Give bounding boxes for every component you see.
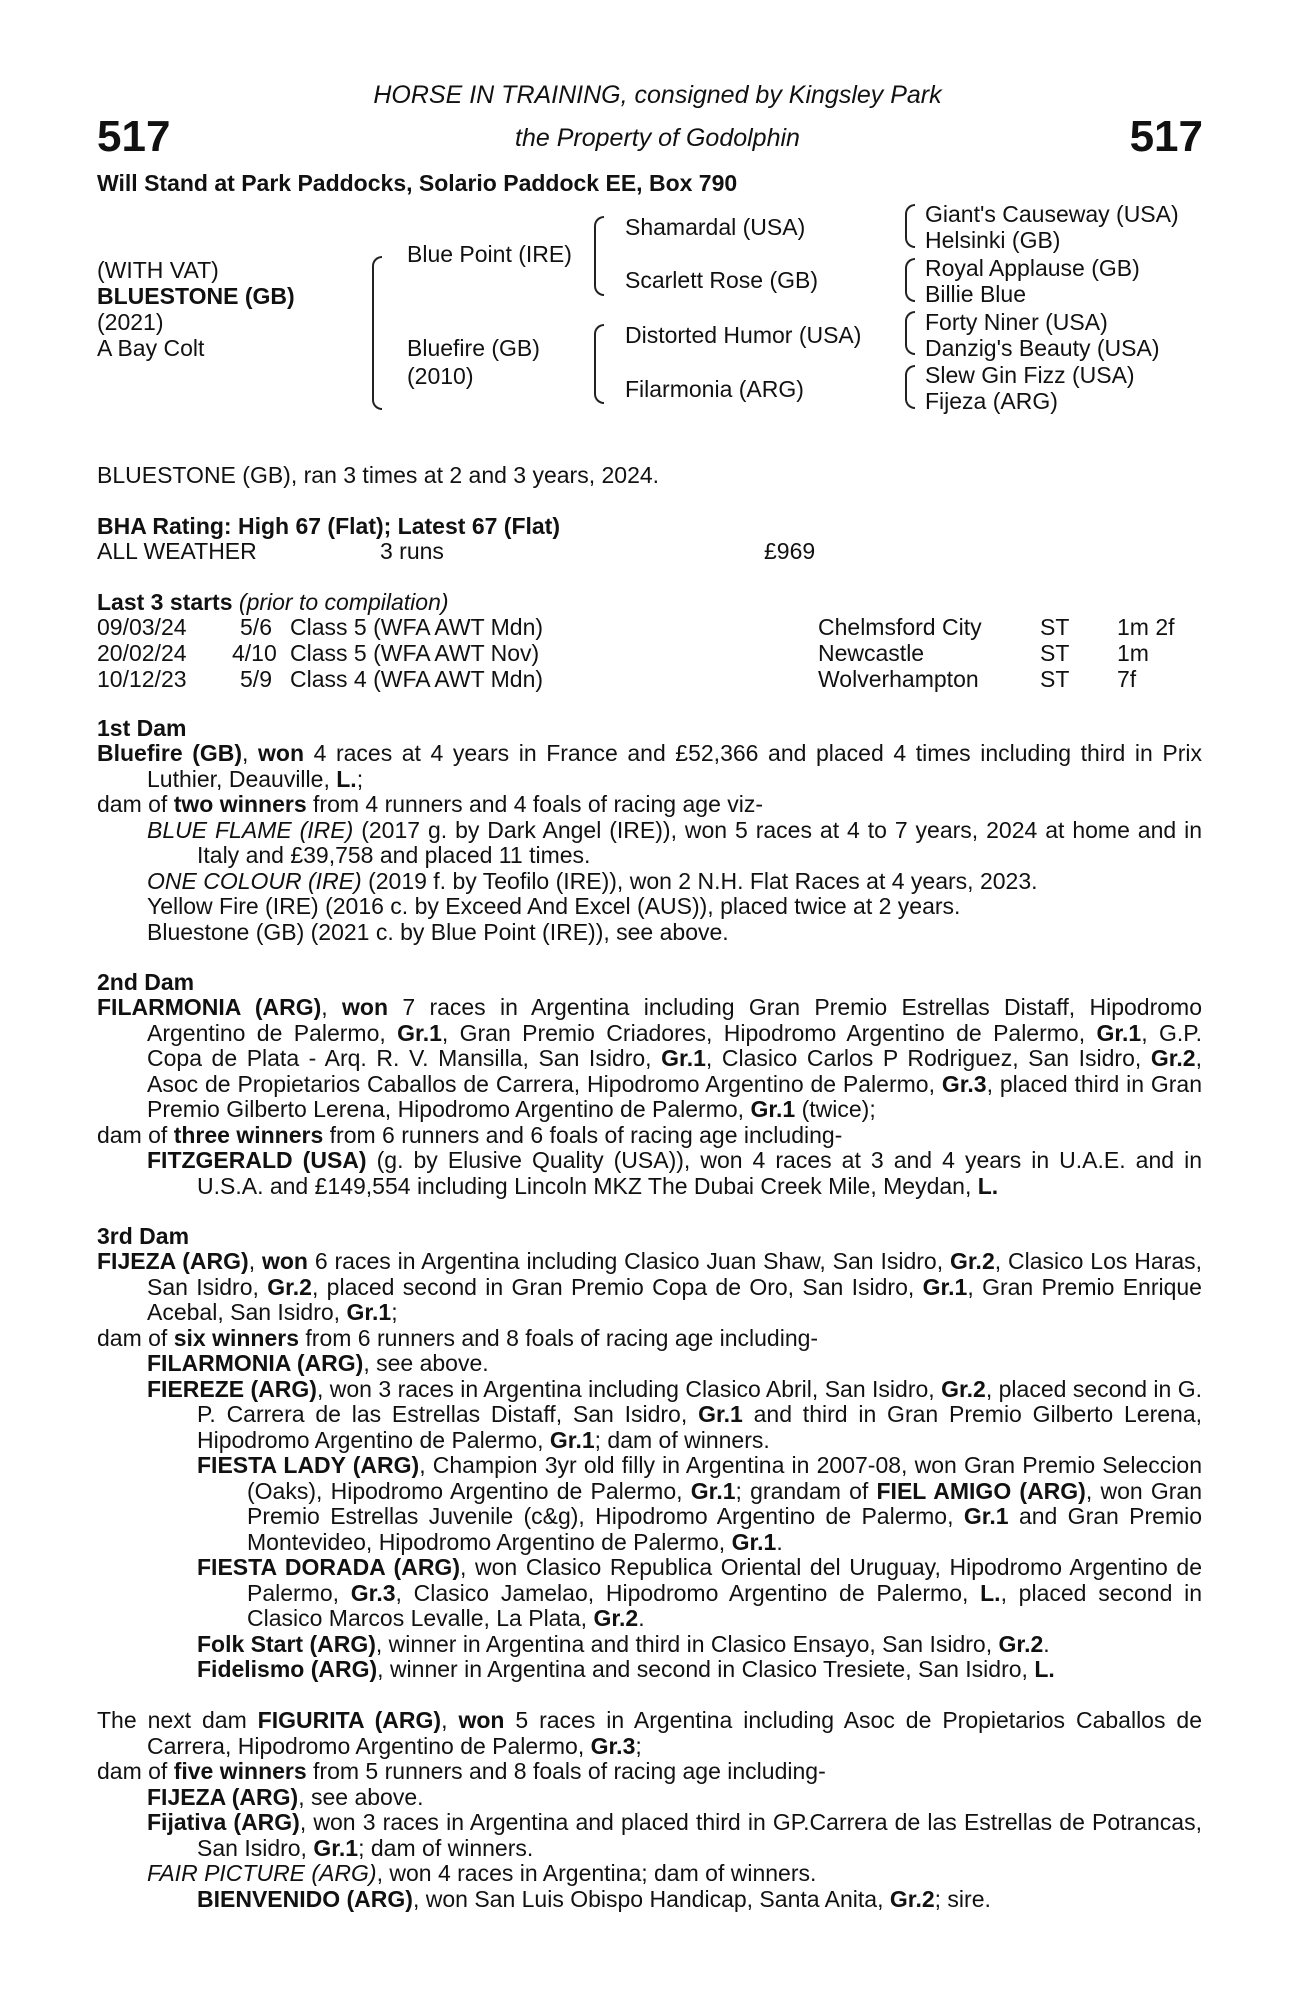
text-segment: , Clasico Jamelao, Hipodromo Argentino de Palermo, — [395, 1579, 981, 1606]
text-segment: ; — [356, 765, 364, 792]
text-segment: Gr.1 — [661, 1045, 706, 1071]
text-segment: and third in Gran Premio Gilberto Lerena, Hipodromo Argentino de Palermo, — [197, 1401, 1202, 1453]
text-segment: Gr.2 — [1150, 1045, 1196, 1071]
dam1-line4 — [97, 869, 1202, 895]
pedigree-g-dss: Forty Niner (USA) — [925, 309, 1108, 335]
text-segment: Bluefire (GB) — [97, 740, 243, 766]
text-segment: Gr.1 — [346, 1299, 392, 1325]
text-segment: (2019 f. by Teofilo (IRE)), won 2 N.H. Flat Races at 4 years, 2023. — [361, 867, 1038, 894]
third-dam-section — [97, 1249, 1202, 1683]
text-segment: Fijativa (ARG) — [147, 1809, 300, 1835]
pedigree-dam-dam: Filarmonia (ARG) — [625, 376, 804, 402]
dam1-line2 — [97, 792, 1202, 818]
dam2-line3 — [97, 1148, 1202, 1199]
pedigree-dam-sire: Distorted Humor (USA) — [625, 322, 862, 348]
pedigree-sire: Blue Point (IRE) — [407, 241, 572, 267]
start-race: Class 4 (WFA AWT Mdn) — [290, 666, 544, 692]
start-dist: 7f — [1117, 666, 1137, 692]
text-segment: Gr.1 — [750, 1096, 796, 1122]
pedigree-g-sss: Giant's Causeway (USA) — [925, 201, 1179, 227]
text-segment: (twice); — [795, 1096, 876, 1122]
text-segment: 7 races in Argentina including Gran Premio Estrellas Distaff, Hipodromo Argentino de Palermo, — [147, 994, 1202, 1046]
text-segment: from 6 runners and 6 foals of racing age including- — [323, 1121, 843, 1148]
text-segment: , placed third in Gran Premio Gilberto Lerena, Hipodromo Argentino de Palermo, — [147, 1070, 1202, 1122]
text-segment: six winners — [173, 1324, 299, 1351]
text-segment: Gr.1 — [690, 1477, 736, 1504]
header-consignor: HORSE IN TRAINING, consigned by Kingsley Park — [373, 81, 942, 109]
dam1-line5: Yellow Fire (IRE) (2016 c. by Exceed And Excel (AUS)), placed twice at 2 years. — [147, 893, 961, 919]
nextdam-line4 — [97, 1810, 1202, 1861]
text-segment: FIJEZA (ARG) — [147, 1783, 299, 1810]
text-segment: from 5 runners and 8 foals of racing age including- — [306, 1758, 826, 1784]
pedigree-g-dds: Slew Gin Fizz (USA) — [925, 362, 1135, 388]
last-starts-note: (prior to compilation) — [238, 589, 449, 615]
text-segment: 4 races at 4 years in France and £52,366 and placed 4 times including third in Prix Luthier, Deauville, — [147, 740, 1202, 792]
stand-location: Will Stand at Park Paddocks, Solario Paddock EE, Box 790 — [97, 170, 738, 196]
race-summary: BLUESTONE (GB), ran 3 times at 2 and 3 years, 2024. — [97, 462, 660, 488]
pedigree-g-dsd: Danzig's Beauty (USA) — [925, 335, 1160, 361]
nextdam-line2 — [97, 1759, 1202, 1785]
start-course: Newcastle — [818, 640, 925, 666]
start-dist: 1m 2f — [1117, 614, 1175, 640]
lot-number-right: 517 — [1129, 112, 1203, 161]
dam3-line8 — [97, 1657, 1202, 1683]
bha-rating: BHA Rating: High 67 (Flat); Latest 67 (Flat) — [97, 513, 560, 539]
text-segment: , winner in Argentina and third in Clasico Ensayo, San Isidro, — [375, 1630, 999, 1657]
rating-earnings: £969 — [764, 538, 816, 564]
pedigree-brace-sire — [594, 216, 604, 296]
text-segment: Gr.1 — [922, 1273, 968, 1300]
dam1-line6: Bluestone (GB) (2021 c. by Blue Point (IRE)), see above. — [147, 918, 729, 945]
start-race: Class 5 (WFA AWT Nov) — [290, 640, 540, 666]
pedigree-g-ddd: Fijeza (ARG) — [925, 388, 1058, 414]
dam1-line3 — [97, 818, 1202, 869]
text-segment: , placed second in Clasico Marcos Levalle, La Plata, — [247, 1579, 1202, 1631]
dam2-line1 — [97, 995, 1202, 1123]
text-segment: FILARMONIA (ARG) — [97, 994, 322, 1020]
text-segment: L. — [336, 765, 357, 792]
pedigree-g-sds: Royal Applause (GB) — [925, 255, 1140, 281]
text-segment: , won Clasico Republica Oriental del Uruguay, Hipodromo Argentino de Palermo, — [247, 1554, 1202, 1606]
text-segment: FILARMONIA (ARG) — [147, 1350, 364, 1376]
dam3-line7 — [97, 1632, 1202, 1658]
text-segment: Gr.1 — [1096, 1019, 1142, 1046]
dam2-line2 — [97, 1123, 1202, 1149]
second-dam-section — [97, 995, 1202, 1199]
text-segment: , G.P. Copa de Plata - Arq. R. V. Mansilla, San Isidro, — [147, 1019, 1203, 1071]
text-segment: , winner in Argentina and second in Clasico Tresiete, San Isidro, — [377, 1656, 1035, 1682]
dam3-line4 — [97, 1377, 1202, 1454]
pedigree-brace-dam — [594, 324, 604, 404]
text-segment: FAIR PICTURE (ARG) — [147, 1860, 377, 1886]
text-segment: L. — [980, 1579, 1001, 1606]
text-segment: FIESTA DORADA (ARG) — [197, 1554, 460, 1580]
text-segment: , won Gran Premio Estrellas Juvenile (c&g), Hipodromo Argentino de Palermo, — [247, 1477, 1202, 1529]
dam3-line1 — [97, 1249, 1202, 1326]
text-segment: , won 3 races in Argentina including Clasico Abril, San Isidro, — [316, 1375, 942, 1402]
start-pos: 4/10 — [232, 640, 277, 666]
vat-note: (WITH VAT) — [97, 257, 219, 283]
pedigree-brace-dd — [905, 365, 915, 409]
lot-number-left: 517 — [97, 112, 171, 161]
text-segment: , Asoc de Propietarios Caballos de Carrera, Hipodromo Argentino de Palermo, — [147, 1045, 1202, 1097]
text-segment: ; grandam of — [735, 1477, 877, 1504]
text-segment: Folk Start (ARG) — [197, 1630, 376, 1657]
nextdam-line3 — [97, 1785, 1202, 1811]
nextdam-line6 — [97, 1887, 1202, 1913]
text-segment: and Gran Premio Montevideo, Hipodromo Argentino de Palermo, — [247, 1503, 1203, 1555]
pedigree-dam-year: (2010) — [407, 363, 474, 389]
second-dam-title: 2nd Dam — [97, 969, 195, 995]
text-segment: , won San Luis Obispo Handicap, Santa Anita, — [412, 1885, 890, 1912]
text-segment: Gr.2 — [889, 1885, 935, 1912]
last-starts-heading — [97, 590, 449, 615]
dam3-line2 — [97, 1326, 1202, 1352]
text-segment: L. — [1034, 1656, 1055, 1682]
text-segment: FITZGERALD (USA) — [147, 1147, 367, 1173]
text-segment: FIJEZA (ARG) — [97, 1248, 249, 1274]
pedigree-brace-ss — [905, 204, 915, 248]
text-segment: , placed second in G. P. Carrera de las Estrellas Distaff, San Isidro, — [197, 1375, 1202, 1427]
text-segment: , Gran Premio Criadores, Hipodromo Argentino de Palermo, — [441, 1019, 1097, 1046]
pedigree-sire-dam: Scarlett Rose (GB) — [625, 267, 818, 293]
nextdam-line1 — [97, 1708, 1202, 1759]
text-segment: , Champion 3yr old filly in Argentina in 2007-08, won Gran Premio Seleccion (Oaks), Hipodromo Argentino de Palermo, — [247, 1452, 1203, 1504]
text-segment: , Clasico Carlos P Rodriguez, San Isidro, — [705, 1045, 1151, 1071]
start-date: 20/02/24 — [97, 640, 187, 666]
text-segment: Gr.2 — [267, 1273, 312, 1300]
text-segment: won — [458, 1707, 505, 1733]
pedigree-g-sdd: Billie Blue — [925, 281, 1026, 307]
rating-runs: 3 runs — [380, 538, 444, 564]
horse-description: A Bay Colt — [97, 335, 205, 361]
text-segment: BIENVENIDO (ARG) — [197, 1885, 413, 1912]
header-property: the Property of Godolphin — [515, 124, 800, 152]
text-segment: won — [261, 1248, 308, 1274]
text-segment: , won 4 races in Argentina; dam of winners. — [376, 1860, 817, 1886]
pedigree-brace-sd — [905, 258, 915, 302]
text-segment: BLUE FLAME (IRE) — [147, 816, 354, 843]
rating-surface: ALL WEATHER — [97, 538, 257, 564]
pedigree-brace-main — [372, 256, 382, 410]
text-segment: from 6 runners and 8 foals of racing age including- — [299, 1324, 819, 1351]
text-segment: three winners — [173, 1121, 324, 1148]
text-segment: , won 3 races in Argentina and placed third in GP.Carrera de las Estrellas de Potrancas, San Isidro, — [197, 1809, 1202, 1861]
start-course: Wolverhampton — [818, 666, 979, 692]
text-segment: two winners — [173, 791, 307, 817]
start-pos: 5/9 — [240, 666, 272, 692]
dam3-line5 — [97, 1453, 1202, 1555]
text-segment: Gr.2 — [998, 1630, 1044, 1657]
text-segment: from 4 runners and 4 foals of racing age viz- — [306, 791, 764, 817]
text-segment: The next dam — [97, 1707, 258, 1733]
pedigree-brace-ds — [905, 311, 915, 355]
text-segment: , Clasico Los Haras, San Isidro, — [147, 1248, 1202, 1300]
pedigree-g-ssd: Helsinki (GB) — [925, 227, 1061, 253]
start-date: 09/03/24 — [97, 614, 187, 640]
text-segment: FIESTA LADY (ARG) — [197, 1452, 420, 1478]
text-segment: , see above. — [363, 1350, 489, 1376]
text-segment: dam of — [97, 791, 174, 817]
text-segment: (g. by Elusive Quality (USA)), won 4 races at 3 and 4 years in U.A.E. and in U.S.A. and £149,554 including Lincoln MKZ The Dubai Creek Mile, Meydan, — [197, 1147, 1202, 1199]
text-segment: , — [441, 1707, 459, 1733]
text-segment: five winners — [173, 1758, 307, 1784]
text-segment: ; dam of winners. — [358, 1834, 534, 1861]
text-segment: ; dam of winners. — [594, 1426, 770, 1453]
text-segment: Gr.1 — [698, 1401, 743, 1427]
text-segment: dam of — [97, 1121, 174, 1148]
text-segment: Gr.1 — [549, 1426, 595, 1453]
text-segment: , Gran Premio Enrique Acebal, San Isidro, — [147, 1273, 1202, 1325]
text-segment: ONE COLOUR (IRE) — [147, 867, 362, 894]
text-segment: ; — [635, 1732, 642, 1759]
start-going: ST — [1040, 640, 1070, 666]
text-segment: L. — [977, 1172, 999, 1199]
horse-year: (2021) — [97, 309, 164, 335]
pedigree-dam: Bluefire (GB) — [407, 335, 540, 361]
text-segment: FIGURITA (ARG) — [257, 1707, 442, 1733]
text-segment: . — [638, 1605, 645, 1631]
text-segment: Gr.2 — [593, 1605, 639, 1631]
text-segment: 6 races in Argentina including Clasico Juan Shaw, San Isidro, — [307, 1248, 950, 1274]
text-segment: Gr.3 — [350, 1579, 396, 1606]
start-pos: 5/6 — [240, 614, 272, 640]
text-segment: , — [242, 740, 258, 766]
nextdam-line5 — [97, 1861, 1202, 1887]
text-segment: Gr.1 — [397, 1019, 442, 1046]
text-segment: , see above. — [298, 1783, 424, 1810]
next-dam-section — [97, 1708, 1202, 1912]
dam3-line6 — [97, 1555, 1202, 1632]
start-going: ST — [1040, 666, 1070, 692]
start-date: 10/12/23 — [97, 666, 187, 692]
text-segment: FIEREZE (ARG) — [147, 1375, 317, 1402]
horse-name: BLUESTONE (GB) — [97, 283, 295, 309]
text-segment: 5 races in Argentina including Asoc de Propietarios Caballos de Carrera, Hipodromo Argentino de Palermo, — [147, 1707, 1203, 1759]
dam3-line3 — [97, 1351, 1202, 1377]
text-segment: (2017 g. by Dark Angel (IRE)), won 5 races at 4 to 7 years, 2024 at home and in Italy and £39,758 and placed 11 times. — [197, 816, 1202, 868]
text-segment: Fidelismo (ARG) — [197, 1656, 378, 1682]
text-segment: ; sire. — [934, 1885, 991, 1912]
third-dam-title: 3rd Dam — [97, 1223, 190, 1249]
text-segment: , placed second in Gran Premio Copa de Oro, San Isidro, — [311, 1273, 923, 1300]
text-segment: dam of — [97, 1758, 174, 1784]
text-segment: , — [248, 1248, 262, 1274]
last-starts-title: Last 3 starts — [97, 589, 233, 615]
text-segment: . — [776, 1528, 783, 1555]
first-dam-title: 1st Dam — [97, 715, 187, 741]
text-segment: ; — [391, 1299, 398, 1325]
text-segment: dam of — [97, 1324, 174, 1351]
text-segment: Gr.2 — [949, 1248, 995, 1274]
start-course: Chelmsford City — [818, 614, 982, 640]
text-segment: Gr.2 — [941, 1375, 986, 1402]
text-segment: Gr.3 — [941, 1070, 987, 1097]
text-segment: , — [321, 994, 342, 1020]
text-segment: FIEL AMIGO (ARG) — [876, 1477, 1086, 1504]
pedigree-sire-sire: Shamardal (USA) — [625, 214, 806, 240]
text-segment: won — [342, 994, 388, 1020]
dam1-line1 — [97, 741, 1202, 792]
text-segment: Gr.1 — [731, 1528, 777, 1555]
text-segment: won — [258, 740, 304, 766]
text-segment: Gr.1 — [963, 1503, 1009, 1529]
text-segment: . — [1043, 1630, 1050, 1657]
text-segment: Gr.1 — [313, 1834, 359, 1861]
text-segment: Gr.3 — [590, 1732, 636, 1759]
start-going: ST — [1040, 614, 1070, 640]
start-dist: 1m — [1117, 640, 1149, 666]
start-race: Class 5 (WFA AWT Mdn) — [290, 614, 544, 640]
first-dam-section — [97, 741, 1202, 945]
